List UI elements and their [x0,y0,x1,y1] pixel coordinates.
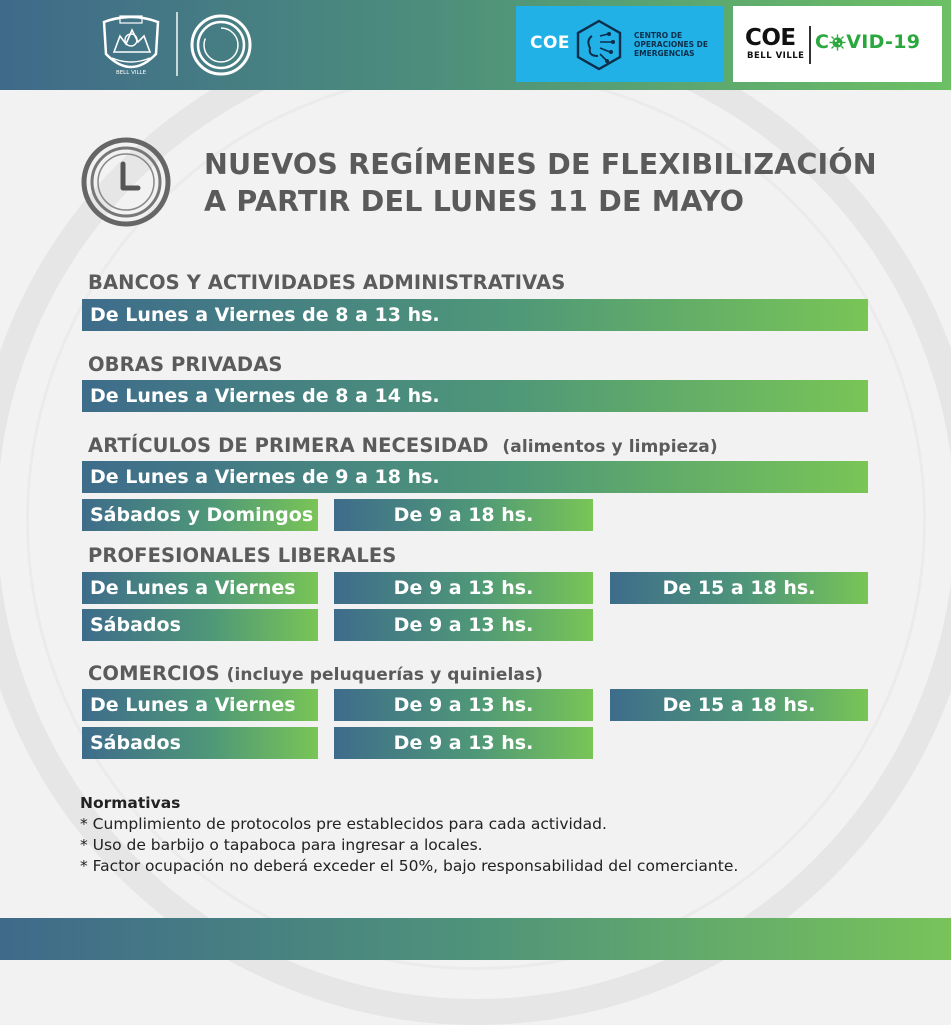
comercios-note: (incluye peluquerías y quinielas) [226,665,544,685]
comercios-weekday-a: De Lunes a [90,694,215,716]
section-title-bancos: BANCOS Y ACTIVIDADES ADMINISTRATIVAS [88,271,566,294]
virus-icon [829,34,846,51]
ring-logo [188,12,254,78]
articulos-note: (alimentos y limpieza) [502,437,718,457]
section-title-obras: OBRAS PRIVADAS [88,353,283,376]
schedule-bar-articulos-weekday: De Lunes a Viernes de 9 a 18 hs. [82,461,868,493]
normativas-heading: Normativas [80,794,181,812]
bv-divider [809,26,811,64]
comercios-title-text: COMERCIOS [88,662,220,685]
coe-word: COE [530,33,571,53]
covid-suffix: VID-19 [846,31,921,53]
normativa-item: * Factor ocupación no deberá exceder el 50%, bajo responsabilidad del comerciante. [80,857,739,875]
profesionales-weekday-label [82,572,318,604]
schedule-bar-bancos: De Lunes a Viernes de 8 a 13 hs. [82,299,868,331]
municipal-crest-logo [96,10,166,80]
covid-19-label [815,31,920,53]
profesionales-saturday-label: Sábados [82,609,318,641]
covid-prefix: C [815,31,830,53]
coe-emergencias-logo [516,6,723,82]
bv-subtitle: BELL VILLE [747,51,805,61]
profesionales-weekday-b: Viernes [214,577,296,599]
comercios-weekday-label [82,689,318,721]
normativas-block [80,793,738,877]
clock-icon [80,136,172,228]
comercios-saturday-label: Sábados [82,727,318,759]
comercios-weekday-b: Viernes [214,694,296,716]
header-divider [176,12,178,76]
crest-label: BELL VILLE [115,70,147,76]
coe-subtitle [634,31,708,58]
title-line-2: A PARTIR DEL LUNES 11 DE MAYO [204,185,745,218]
profesionales-weekday-am: De 9 a 13 hs. [334,572,593,604]
articulos-title-text: ARTÍCULOS DE PRIMERA NECESIDAD [88,434,489,457]
profesionales-weekday-pm: De 15 a 18 hs. [610,572,868,604]
schedule-bar-obras: De Lunes a Viernes de 8 a 14 hs. [82,380,868,412]
normativa-item: * Uso de barbijo o tapaboca para ingresar a locales. [80,836,483,854]
comercios-saturday-hours: De 9 a 13 hs. [334,727,593,759]
section-title-articulos [88,434,718,457]
brain-network-icon [572,18,626,72]
coe-line-2: OPERACIONES DE [634,40,709,49]
section-title-profesionales: PROFESIONALES LIBERALES [88,544,397,567]
title-line-1: NUEVOS REGÍMENES DE FLEXIBILIZACIÓN [204,148,877,181]
articulos-weekend-label: Sábados y Domingos [82,499,318,531]
profesionales-saturday-hours: De 9 a 13 hs. [334,609,593,641]
section-title-comercios [88,662,543,685]
articulos-weekend-hours: De 9 a 18 hs. [334,499,593,531]
profesionales-weekday-a: De Lunes a [90,577,215,599]
comercios-weekday-am: De 9 a 13 hs. [334,689,593,721]
bv-coe-word: COE [745,25,796,51]
footer-bar [0,918,951,960]
comercios-weekday-pm: De 15 a 18 hs. [610,689,868,721]
coe-line-1: CENTRO DE [634,31,683,40]
coe-bell-ville-covid-logo [733,6,942,82]
coe-line-3: EMERGENCIAS [634,49,695,58]
normativa-item: * Cumplimiento de protocolos pre establecidos para cada actividad. [80,815,607,833]
page-title [204,146,904,220]
